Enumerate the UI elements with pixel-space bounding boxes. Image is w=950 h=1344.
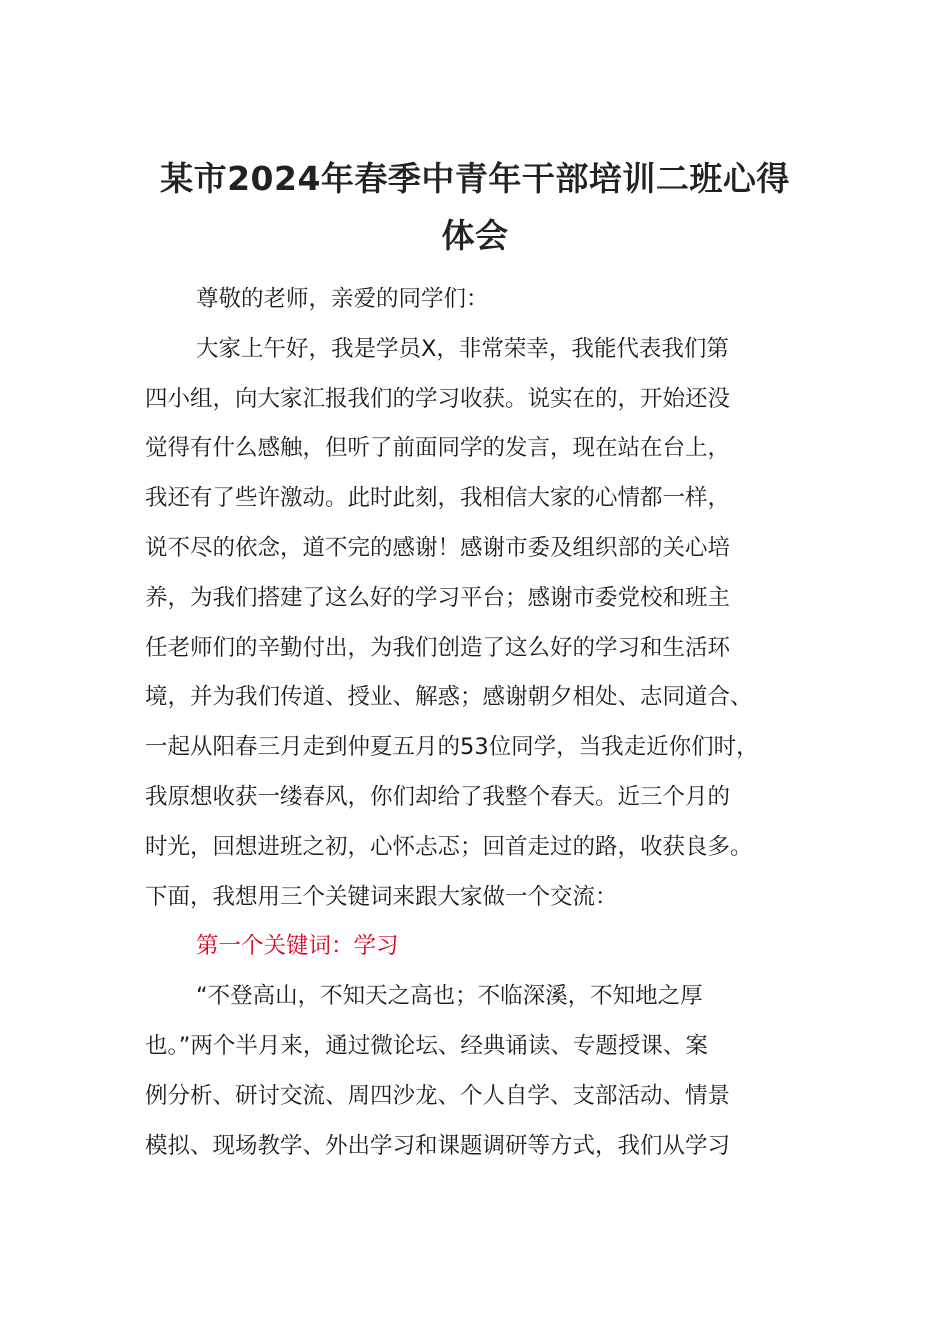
- intro-paragraph: [145, 325, 835, 923]
- intro-line: 说不尽的依念，道不完的感谢！感谢市委及组织部的关心培: [145, 534, 731, 561]
- intro-line: 境，并为我们传道、授业、解惑；感谢朝夕相处、志同道合、: [145, 684, 753, 711]
- keyword-heading: [145, 922, 835, 972]
- study-line: 例分析、研讨交流、周四沙龙、个人自学、支部活动、情景: [145, 1082, 731, 1109]
- title-line-2: 体会: [441, 216, 509, 255]
- intro-line: 觉得有什么感触，但听了前面同学的发言，现在站在台上，: [145, 435, 731, 462]
- greeting-paragraph: [145, 275, 835, 325]
- study-line: 也。”两个半月来，通过微论坛、经典诵读、专题授课、案: [145, 1032, 708, 1059]
- title-line-1: 某市2024年春季中青年干部培训二班心得: [160, 159, 790, 198]
- keyword-heading-text: 第一个关键词：学习: [196, 933, 399, 960]
- intro-line: 我原想收获一缕春风，你们却给了我整个春天。近三个月的: [145, 783, 731, 810]
- study-line: “不登高山，不知天之高也；不临深溪，不知地之厚: [196, 983, 703, 1010]
- intro-line: 养，为我们搭建了这么好的学习平台；感谢市委党校和班主: [145, 584, 731, 611]
- intro-line: 我还有了些许激动。此时此刻，我相信大家的心情都一样，: [145, 485, 731, 512]
- study-line: 模拟、现场教学、外出学习和课题调研等方式，我们从学习: [145, 1132, 731, 1159]
- intro-line: 时光，回想进班之初，心怀忐忑；回首走过的路，收获良多。: [145, 833, 753, 860]
- intro-line: 任老师们的辛勤付出，为我们创造了这么好的学习和生活环: [145, 634, 731, 661]
- intro-line: 大家上午好，我是学员X，非常荣幸，我能代表我们第: [196, 335, 729, 362]
- greeting-line: 尊敬的老师，亲爱的同学们：: [196, 286, 489, 312]
- intro-line: 一起从阳春三月走到仲夏五月的53位同学，当我走近你们时，: [145, 734, 759, 761]
- document-body: [145, 275, 835, 1171]
- intro-line: 四小组，向大家汇报我们的学习收获。说实在的，开始还没: [145, 385, 731, 412]
- document-title: [120, 150, 830, 264]
- intro-line: 下面，我想用三个关键词来跟大家做一个交流：: [145, 883, 618, 910]
- study-paragraph: [145, 972, 835, 1171]
